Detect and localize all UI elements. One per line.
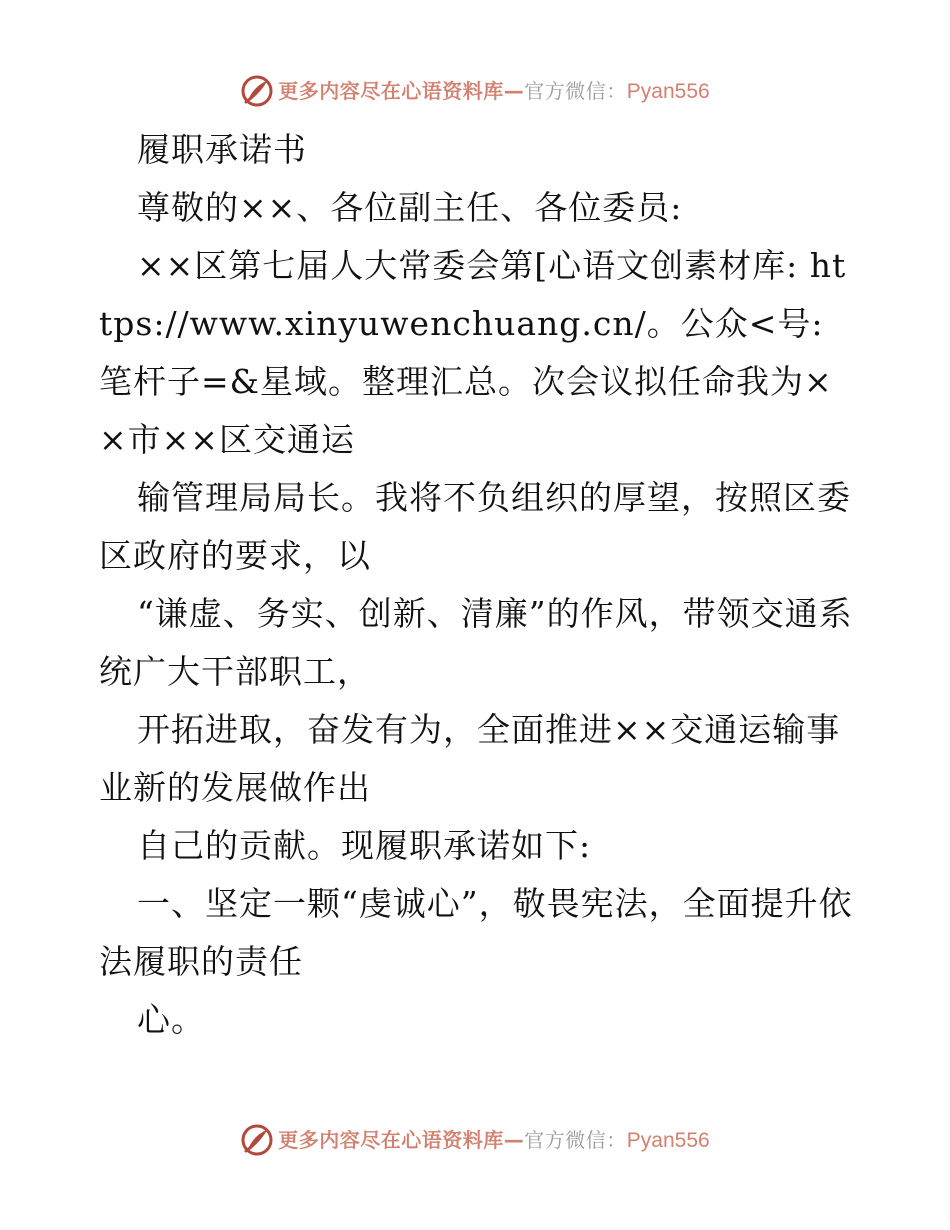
salutation: 尊敬的××、各位副主任、各位委员: bbox=[136, 188, 683, 227]
watermark-text bbox=[278, 1127, 710, 1152]
brush-logo-icon bbox=[240, 74, 274, 108]
watermark-wechat-label: 官方微信： bbox=[524, 78, 627, 103]
watermark-wechat-label: 官方微信： bbox=[524, 1127, 627, 1152]
watermark-main-text: 更多内容尽在心语资料库— bbox=[278, 1127, 525, 1152]
document-body bbox=[99, 121, 854, 1049]
paragraph-2: 输管理局局长。我将不负组织的厚望，按照区委区政府的要求，以 bbox=[99, 478, 851, 575]
watermark-banner-top bbox=[0, 71, 950, 111]
paragraph-5: 自己的贡献。现履职承诺如下: bbox=[136, 826, 592, 865]
paragraph-1: ××区第七届人大常委会第[心语文创素材库: https://www.xinyuwenchuang.cn/。公众<号: 笔杆子=&星域。整理汇总。次会议拟任命我为××市××区交通运 bbox=[99, 246, 847, 459]
paragraph-4: 开拓进取，奋发有为，全面推进××交通运输事业新的发展做作出 bbox=[99, 710, 841, 807]
brush-logo-icon bbox=[240, 1123, 274, 1157]
watermark-banner-bottom bbox=[0, 1120, 950, 1160]
watermark-wechat-id: Pyan556 bbox=[626, 79, 710, 103]
watermark-text bbox=[278, 78, 710, 103]
document-title: 履职承诺书 bbox=[136, 130, 307, 169]
watermark-main-text: 更多内容尽在心语资料库— bbox=[278, 78, 525, 103]
watermark-wechat-id: Pyan556 bbox=[626, 1128, 710, 1152]
pledge-item-1: 一、坚定一颗“虔诚心”，敬畏宪法，全面提升依法履职的责任 bbox=[99, 884, 853, 981]
paragraph-3: “谦虚、务实、创新、清廉”的作风，带领交通系统广大干部职工， bbox=[99, 594, 853, 691]
pledge-item-1-end: 心。 bbox=[136, 1000, 205, 1039]
